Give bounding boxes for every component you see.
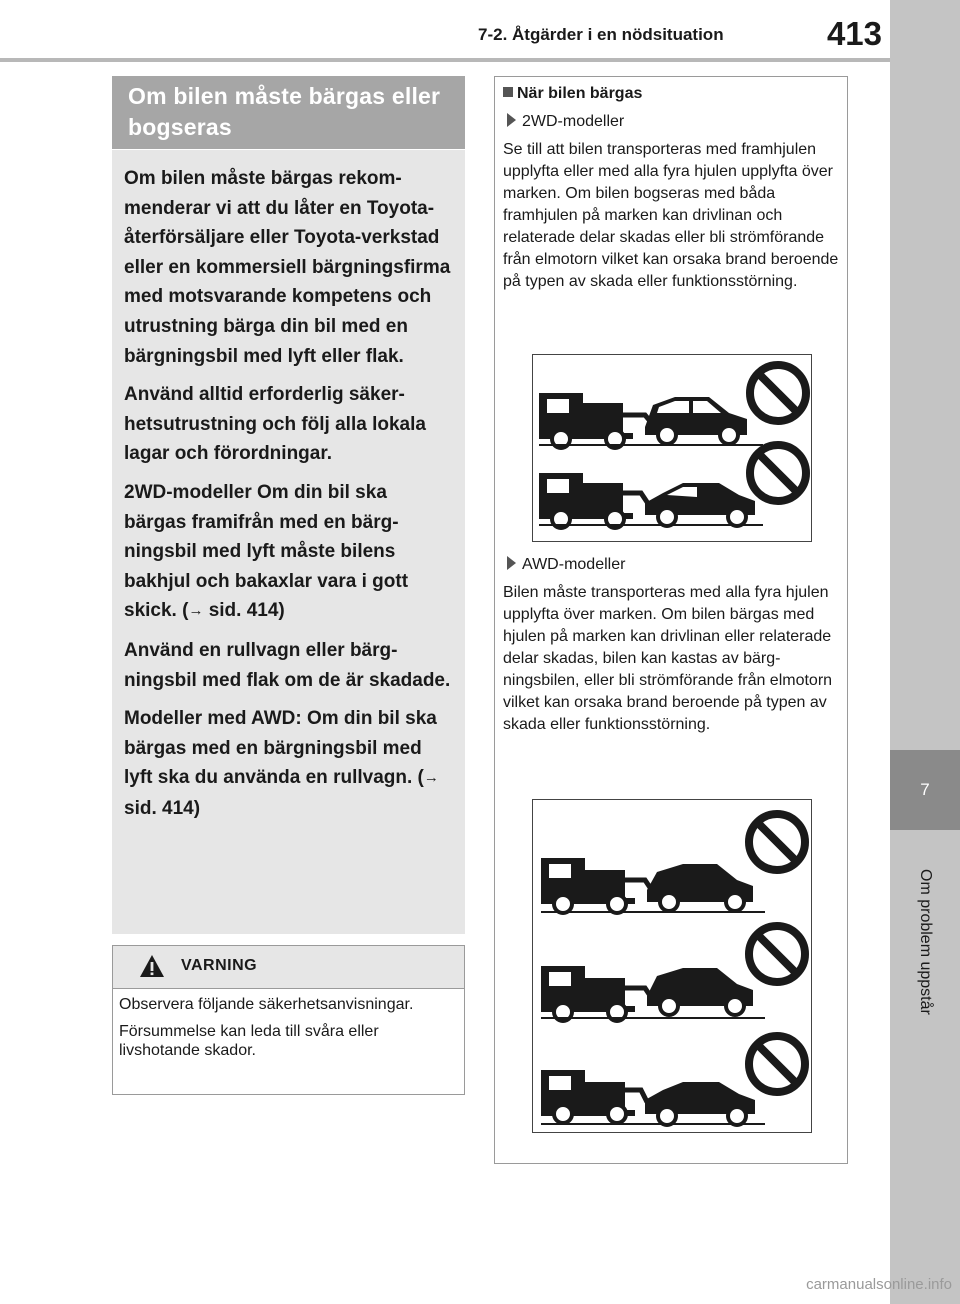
section-title: Om bilen måste bärgas eller bogseras <box>112 76 465 149</box>
car-icon <box>539 473 755 528</box>
intro-paragraph-3 <box>124 478 451 627</box>
header-rule <box>0 58 890 62</box>
footer-watermark: carmanualsonline.info <box>806 1276 952 1293</box>
chapter-tab-label: Om problem uppstår <box>917 869 934 1015</box>
bullet-awd <box>503 554 839 576</box>
triangle-bullet-icon <box>507 556 516 570</box>
side-tab <box>890 0 960 1304</box>
warning-line-1: Observera följande säkerhetsanvisningar. <box>119 996 414 1013</box>
prohibited-icon <box>749 814 805 870</box>
intro-paragraph-1: Om bilen måste bärgas rekommenderar vi att du låter en Toyota-återförsäljare eller Toyota-verkstad eller en kommersiell bärgningsfirma med motsvarande kompetens och utrustning bärga din bil med en bärgningsbil med lyft eller flak. <box>124 168 451 367</box>
warning-line-2: Försummelse kan leda till svåra eller livshotande skador. <box>119 1023 379 1059</box>
tow-truck-icon <box>541 858 753 913</box>
awd-section <box>503 554 839 736</box>
page-number: 413 <box>826 15 882 52</box>
text-awd: Bilen måste transporteras med alla fyra hjulen upplyfta över marken. Om bilen bärgas med hjulen på marken kan drivlinan eller relaterade delar skadas, bilen kan kastas av bärgningsbilen, eller bli strömförande från elmotorn vilket kan orsaka brand beroende på typen av skada eller funktionsstörning. <box>503 584 833 733</box>
bullet-awd-label: AWD-modeller <box>522 556 626 573</box>
arrow-right-icon: → <box>423 769 439 787</box>
intro-paragraph-4: Använd en rullvagn eller bärgningsbil med flak om de är skadade. <box>124 639 451 691</box>
tow-truck-icon <box>541 966 753 1021</box>
square-bullet-icon <box>503 87 513 97</box>
warning-body <box>113 989 464 1060</box>
tow-truck-icon <box>541 1070 755 1125</box>
warning-label: VARNING <box>181 957 258 974</box>
page-reference-link[interactable]: sid. 414) <box>203 600 285 622</box>
warning-header <box>113 946 464 989</box>
illustration-2wd-prohibited <box>532 354 812 542</box>
paragraph-3-text: 2WD-modeller Om din bil ska bärgas framifrån med en bärgningsbil med lyft måste bilens bakhjul och bakaxlar vara i gott skick. ( <box>124 481 409 622</box>
bullet-2wd <box>503 111 839 133</box>
arrow-right-icon: → <box>188 602 204 620</box>
prohibited-icon <box>750 445 806 501</box>
paragraph-5-text: Modeller med AWD: Om din bil ska bärgas med en bärgningsbil med lyft ska du använda en rullvagn. ( <box>124 708 437 789</box>
towing-heading <box>503 83 839 105</box>
bullet-2wd-label: 2WD-modeller <box>522 113 625 130</box>
header-title: 7-2. Åtgärder i en nödsituation <box>478 25 724 44</box>
tow-truck-icon <box>539 393 655 448</box>
warning-triangle-icon <box>139 954 165 978</box>
page-reference-link[interactable]: sid. 414) <box>124 797 201 819</box>
prohibited-icon <box>749 926 805 982</box>
towing-heading-text: När bilen bärgas <box>517 85 643 102</box>
prohibited-icon <box>749 1036 805 1092</box>
warning-box <box>112 945 465 1095</box>
text-2wd: Se till att bilen transporteras med framhjulen upplyfta eller med alla fyra hjulen upplyfta över marken. Om bilen bogseras med båda framhjulen på marken kan drivlinan och relaterade delar skadas eller bli strömförande från elmotorn vilket kan orsaka brand beroende på typen av skada eller funktionsstörning. <box>503 141 839 290</box>
towing-info-box <box>494 76 848 1164</box>
illustration-awd-prohibited <box>532 799 812 1133</box>
triangle-bullet-icon <box>507 113 516 127</box>
prohibited-icon <box>750 365 806 421</box>
intro-paragraph-5 <box>124 704 451 823</box>
chapter-tab-number[interactable]: 7 <box>890 750 960 830</box>
car-icon <box>645 397 747 444</box>
intro-box <box>112 150 465 934</box>
intro-paragraph-2: Använd alltid erforderlig säkerhetsutrustning och följ alla lokala lagar och förordningar. <box>124 384 426 465</box>
